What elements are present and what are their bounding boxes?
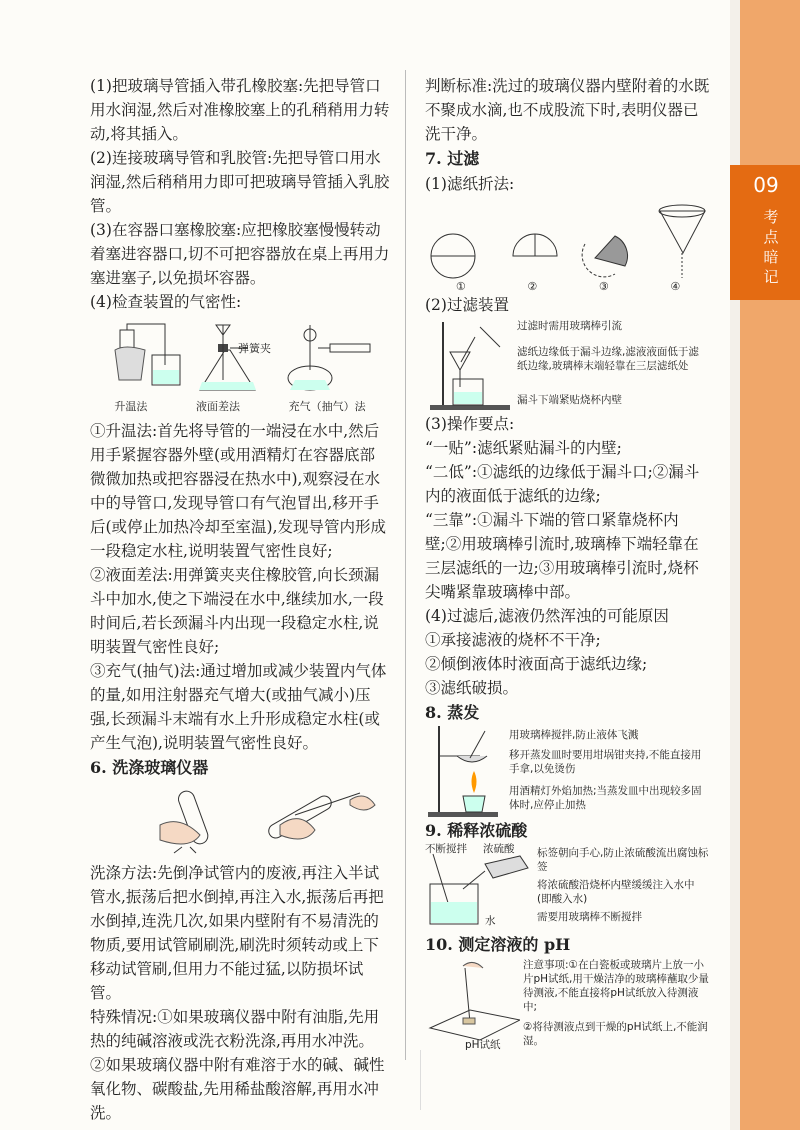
fold-number: ③ — [598, 280, 609, 293]
para: 特殊情况:①如果玻璃仪器中附有油脂,先用热的纯碱溶液或洗衣粉洗涤,再用水冲洗。 — [90, 1008, 380, 1050]
para: 洗涤方法:先倒净试管内的废液,再注入半试管水,振荡后把水倒掉,再注入水,振荡后再把水倒掉,连洗几次,如果内壁附有不易清洗的物质,要用试管刷刷洗,刷洗时须转动或上下移动试管刷,但用力不能过猛,以防损坏试管。 — [90, 864, 384, 1002]
fold-number: ② — [527, 280, 538, 293]
para: (2)过滤装置 — [425, 296, 509, 314]
para: (3)在容器口塞橡胶塞:应把橡胶塞慢慢转动着塞进容器口,切不可把容器放在桌上再用力塞进塞子,以免损坏容器。 — [90, 221, 390, 287]
para: ②液面差法:用弹簧夹夹住橡胶管,向长颈漏斗中加水,使之下端浸在水中,继续加水,一段时间后,若长颈漏斗内出现一段稳定水柱,说明装置气密性良好; — [90, 566, 384, 656]
right-column — [425, 74, 711, 1053]
para: (4)过滤后,滤液仍然浑浊的可能原因 — [425, 607, 669, 625]
dilution-note: 需要用玻璃棒不断搅拌 — [537, 911, 642, 923]
tab-box — [730, 165, 800, 300]
evaporation-apparatus — [425, 726, 505, 818]
para: (1)把玻璃导管插入带孔橡胶塞:先把导管口用水润湿,然后对准橡胶塞上的孔稍稍用力转动,将其插入。 — [90, 77, 390, 143]
para: (2)连接玻璃导管和乳胶管:先把导管口用水润湿,然后稍稍用力即可把玻璃导管插入乳胶管。 — [90, 149, 390, 215]
section-heading: 10. 测定溶液的 pH — [425, 935, 571, 954]
fig-caption: 升温法 — [114, 400, 148, 413]
evaporation-note: 用酒精灯外焰加热;当蒸发皿中出现较多固体时,应停止加热 — [509, 785, 702, 811]
para: ①承接滤液的烧杯不干净; — [425, 631, 601, 649]
left-column — [90, 74, 390, 1125]
chapter-number: 09 — [753, 173, 779, 197]
ph-figure — [425, 958, 711, 1053]
para: “三靠”:①漏斗下端的管口紧靠烧杯内壁;②用玻璃棒引流时,玻璃棒下端轻靠在三层滤纸的一边;③用玻璃棒引流时,烧杯尖嘴紧靠玻璃棒中部。 — [425, 511, 699, 601]
filtration-apparatus — [425, 317, 515, 412]
filter-paper-folding-illustration — [425, 196, 711, 286]
airtight-figure — [90, 320, 390, 415]
para: ②如果玻璃仪器中附有难溶于水的碱、碱性氧化物、碳酸盐,先用稀盐酸溶解,再用水冲洗。 — [90, 1056, 385, 1122]
dilution-label: 不断搅拌 — [425, 843, 467, 855]
dilution-note: 将浓硫酸沿烧杯内壁缓缓注入水中(即酸入水) — [537, 879, 695, 905]
fold-number: ① — [455, 280, 466, 293]
fold-number: ④ — [670, 280, 681, 293]
filtration-note: 过滤时需用玻璃棒引流 — [517, 320, 622, 332]
fold-numbers — [425, 280, 711, 293]
para: 判断标准:洗过的玻璃仪器内壁附着的水既不聚成水滴,也不成股流下时,表明仪器已洗干净。 — [425, 77, 710, 143]
para: (3)操作要点: — [425, 415, 515, 433]
fig-caption: 液面差法 — [195, 400, 240, 413]
section-heading: 6. 洗涤玻璃仪器 — [90, 758, 209, 777]
fig-caption: 充气（抽气）法 — [288, 400, 366, 413]
dilution-note: 标签朝向手心,防止浓硫酸流出腐蚀标签 — [537, 847, 709, 873]
clamp-label: 弹簧夹 — [238, 342, 271, 355]
chapter-title: 考点暗记 — [763, 208, 779, 286]
filtration-figure — [425, 317, 711, 412]
dilution-figure — [425, 844, 711, 932]
page-fold-line — [420, 1050, 421, 1110]
dilution-label: 水 — [485, 915, 496, 927]
chapter-tab — [730, 0, 800, 1130]
section-heading: 9. 稀释浓硫酸 — [425, 821, 528, 840]
para: ②倾倒液体时液面高于滤纸边缘; — [425, 655, 648, 673]
para: ③充气(抽气)法:通过增加或减少装置内气体的量,如用注射器充气增大(或抽气减小)压强,长颈漏斗末端有水上升形成稳定水柱(或产生气泡),说明装置气密性良好。 — [90, 662, 387, 752]
evaporation-note: 用玻璃棒搅拌,防止液体飞溅 — [509, 729, 639, 741]
ph-note: 注意事项:①在白瓷板或玻璃片上放一小片pH试纸,用干燥洁净的玻璃棒蘸取少量待测液,不能直接将pH试纸放入待测液中; — [523, 959, 709, 1013]
filtration-note: 滤纸边缘低于漏斗边缘,滤液液面低于滤纸边缘,玻璃棒末端轻靠在三层滤纸处 — [517, 346, 699, 372]
dilution-apparatus — [425, 844, 535, 932]
section-heading: 8. 蒸发 — [425, 703, 480, 722]
column-divider — [405, 70, 406, 1060]
dilution-label: 浓硫酸 — [483, 843, 515, 855]
section-heading: 7. 过滤 — [425, 149, 480, 168]
evaporation-figure — [425, 726, 711, 818]
para: (1)滤纸折法: — [425, 175, 515, 193]
ph-paper-label: pH试纸 — [465, 1039, 501, 1051]
para: “一贴”:滤纸紧贴漏斗的内壁; — [425, 439, 622, 457]
para: “二低”:①滤纸的边缘低于漏斗口;②漏斗内的液面低于滤纸的边缘; — [425, 463, 700, 505]
evaporation-note: 移开蒸发皿时要用坩埚钳夹持,不能直接用手拿,以免烫伤 — [509, 749, 702, 775]
para: (4)检查装置的气密性: — [90, 293, 242, 311]
ph-note: ②将待测液点到干燥的pH试纸上,不能润湿。 — [523, 1021, 708, 1047]
para: ①升温法:首先将导管的一端浸在水中,然后用手紧握容器外壁(或用酒精灯在容器底部微微加热或把容器浸在热水中),观察浸在水中的导管口,发现导管口有气泡冒出,移开手后(或停止加热冷却至室温),发现导管内形成一段稳定水柱,说明装置气密性良好; — [90, 422, 387, 560]
test-tube-washing-illustration — [90, 785, 390, 855]
filtration-note: 漏斗下端紧贴烧杯内壁 — [517, 394, 622, 406]
para: ③滤纸破损。 — [425, 679, 519, 697]
airtight-apparatus-illustration — [90, 320, 390, 398]
